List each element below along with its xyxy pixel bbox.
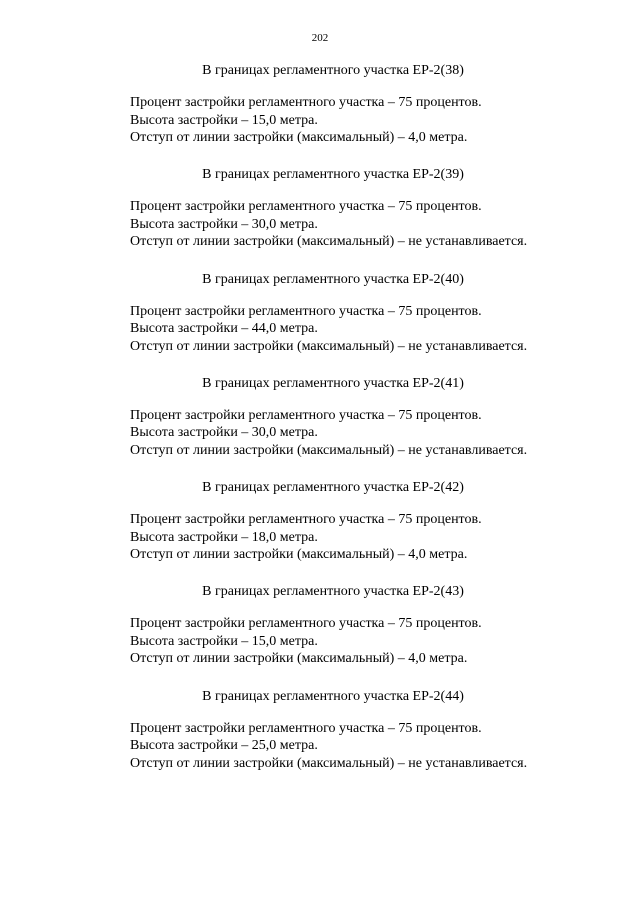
build-percent-line: Процент застройки регламентного участка – 75 процентов. [130,407,482,423]
section-heading: В границах регламентного участка ЕР-2(43) [202,584,464,600]
section-block [0,270,640,374]
section-heading: В границах регламентного участка ЕР-2(42) [202,480,464,496]
build-height-line: Высота застройки – 25,0 метра. [130,738,318,754]
section-block [0,374,640,478]
setback-line: Отступ от линии застройки (максимальный) – не устанавливается. [130,234,528,250]
build-percent-line: Процент застройки регламентного участка – 75 процентов. [130,95,482,110]
setback-line: Отступ от линии застройки (максимальный) – 4,0 метра. [130,547,468,563]
build-height-line: Высота застройки – 44,0 метра. [130,321,318,337]
section-block [0,165,640,269]
section-heading: В границах регламентного участка ЕР-2(40) [202,271,464,287]
setback-line: Отступ от линии застройки (максимальный) – 4,0 метра. [130,130,468,145]
section-heading: В границах регламентного участка ЕР-2(41) [202,375,464,391]
section-block [0,582,640,686]
section-block [0,61,640,165]
section-heading: В границах регламентного участка ЕР-2(38) [202,63,464,78]
setback-line: Отступ от линии застройки (максимальный) – не устанавливается. [130,338,528,354]
page-number: 202 [311,32,329,44]
setback-line: Отступ от линии застройки (максимальный) – не устанавливается. [130,442,528,458]
section-heading: В границах регламентного участка ЕР-2(44) [202,688,464,704]
build-percent-line: Процент застройки регламентного участка – 75 процентов. [130,303,482,319]
setback-line: Отступ от линии застройки (максимальный) – не устанавливается. [130,755,528,771]
section-heading: В границах регламентного участка ЕР-2(39) [202,167,464,183]
build-percent-line: Процент застройки регламентного участка – 75 процентов. [130,199,482,215]
build-height-line: Высота застройки – 18,0 метра. [130,529,318,545]
build-percent-line: Процент застройки регламентного участка – 75 процентов. [130,720,482,736]
section-block [0,478,640,582]
build-height-line: Высота застройки – 15,0 метра. [130,633,318,649]
build-percent-line: Процент застройки регламентного участка – 75 процентов. [130,512,482,528]
build-height-line: Высота застройки – 15,0 метра. [130,112,318,128]
section-block [0,687,640,791]
sections-container [0,61,640,791]
setback-line: Отступ от линии застройки (максимальный) – 4,0 метра. [130,651,468,667]
build-percent-line: Процент застройки регламентного участка – 75 процентов. [130,616,482,632]
build-height-line: Высота застройки – 30,0 метра. [130,425,318,441]
build-height-line: Высота застройки – 30,0 метра. [130,216,318,232]
